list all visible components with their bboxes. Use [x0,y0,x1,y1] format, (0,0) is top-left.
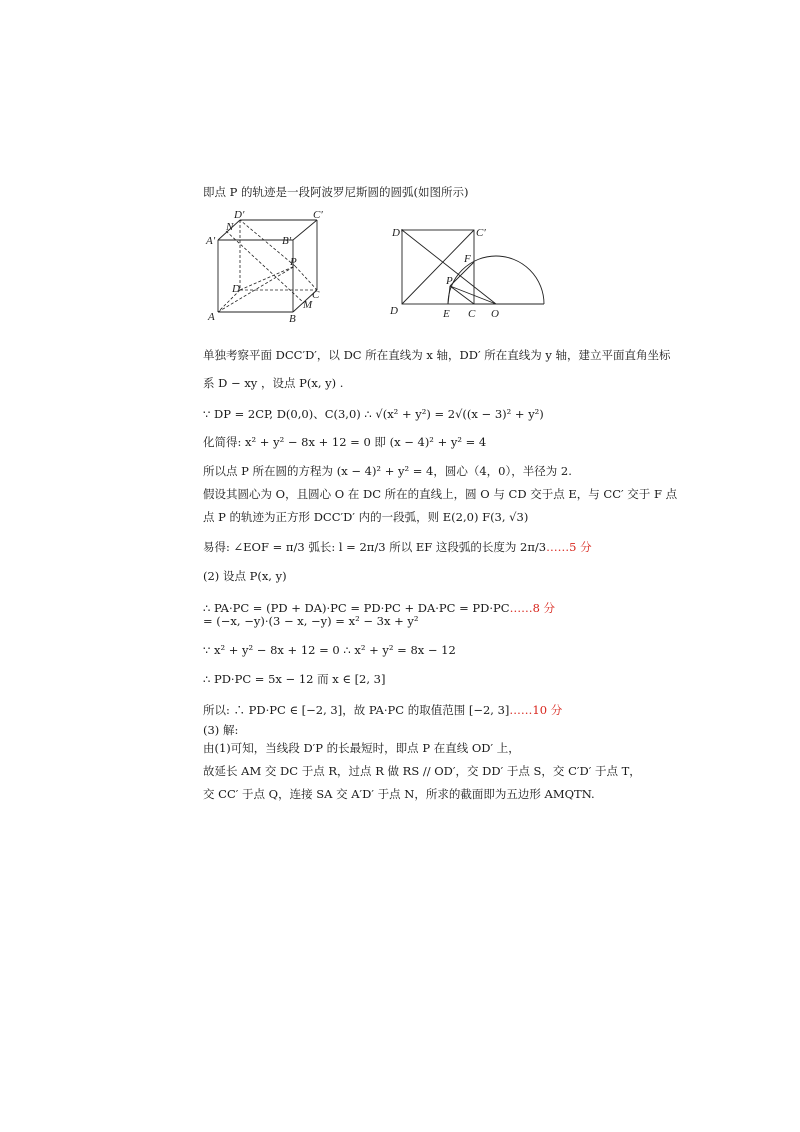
plane-label-C: C [468,308,476,320]
solution-line: 故延长 AM 交 DC 于点 R，过点 R 做 RS // OD′，交 DD′ 于点 S，交 C′D′ 于点 T， [203,764,641,778]
solution-line [203,540,592,554]
plane-figure [388,222,548,322]
solution-line: ∴ PD·PC = 5x − 12 而 x ∈ [2, 3] [203,672,386,686]
solution-text: 易得: ∠EOF = π/3 弧长: l = 2π/3 所以 EF 这段弧的长度为 2π/3 [203,540,547,554]
label-B1: B′ [282,235,292,247]
label-D1: D′ [234,209,245,221]
score-marker: ……5 分 [546,540,592,554]
label-A1: A′ [206,235,216,247]
label-N: N [226,221,234,233]
plane-label-D1: D′ [392,227,403,239]
score-marker: ……10 分 [509,703,563,717]
solution-text: ∴ PA·PC = (PD + DA)·PC = PD·PC + DA·PC = PD·PC [203,601,510,615]
plane-label-O: O [491,308,499,320]
solution-line: 点 P 的轨迹为正方形 DCC′D′ 内的一段弧，则 E(2,0) F(3, √3) [203,510,529,524]
label-P: P [290,256,297,268]
solution-line: ∵ x² + y² − 8x + 12 = 0 ∴ x² + y² = 8x − 12 [203,643,456,657]
solution-line [203,703,562,717]
intro-line: 即点 P 的轨迹是一段阿波罗尼斯圆的圆弧(如图所示) [203,185,469,199]
solution-line: 所以点 P 所在圆的方程为 (x − 4)² + y² = 4，圆心（4，0），半径为 2. [203,464,572,478]
label-C: C [312,289,320,301]
solution-line: 由(1)可知，当线段 D′P 的长最短时，即点 P 在直线 OD′ 上， [203,741,520,755]
solution-line: 系 D − xy ，设点 P(x, y) . [203,376,344,390]
label-A: A [208,311,215,323]
cube-figure [200,208,340,326]
label-M: M [303,299,313,311]
plane-label-P: P [446,275,453,287]
label-C1: C′ [313,209,323,221]
solution-line: 单独考察平面 DCC′D′，以 DC 所在直线为 x 轴，DD′ 所在直线为 y 轴，建立平面直角坐标 [203,348,671,362]
solution-line: (3) 解: [203,723,239,737]
solution-line [203,601,555,615]
solution-line: ∵ DP = 2CP, D(0,0)、C(3,0) ∴ √(x² + y²) = 2√((x − 3)² + y²) [203,407,544,421]
plane-label-E: E [443,308,450,320]
solution-line: 交 CC′ 于点 Q，连接 SA 交 A′D′ 于点 N，所求的截面即为五边形 AMQTN. [203,787,595,801]
label-D: D [232,283,240,295]
solution-line: 假设其圆心为 O，且圆心 O 在 DC 所在的直线上，圆 O 与 CD 交于点 E，与 CC′ 交于 F 点 [203,487,678,501]
plane-label-D: D [390,305,398,317]
label-B: B [289,313,296,325]
plane-label-C1: C′ [476,227,486,239]
score-marker: ……8 分 [509,601,556,615]
solution-text: 所以: ∴ PD·PC ∈ [−2, 3]，故 PA·PC 的取值范围 [−2, 3] [203,703,510,717]
solution-line: (2) 设点 P(x, y) [203,569,287,583]
solution-line: 化简得: x² + y² − 8x + 12 = 0 即 (x − 4)² + y² = 4 [203,435,487,449]
solution-line: = (−x, −y)·(3 − x, −y) = x² − 3x + y² [203,614,419,628]
plane-label-F: F [464,253,471,265]
